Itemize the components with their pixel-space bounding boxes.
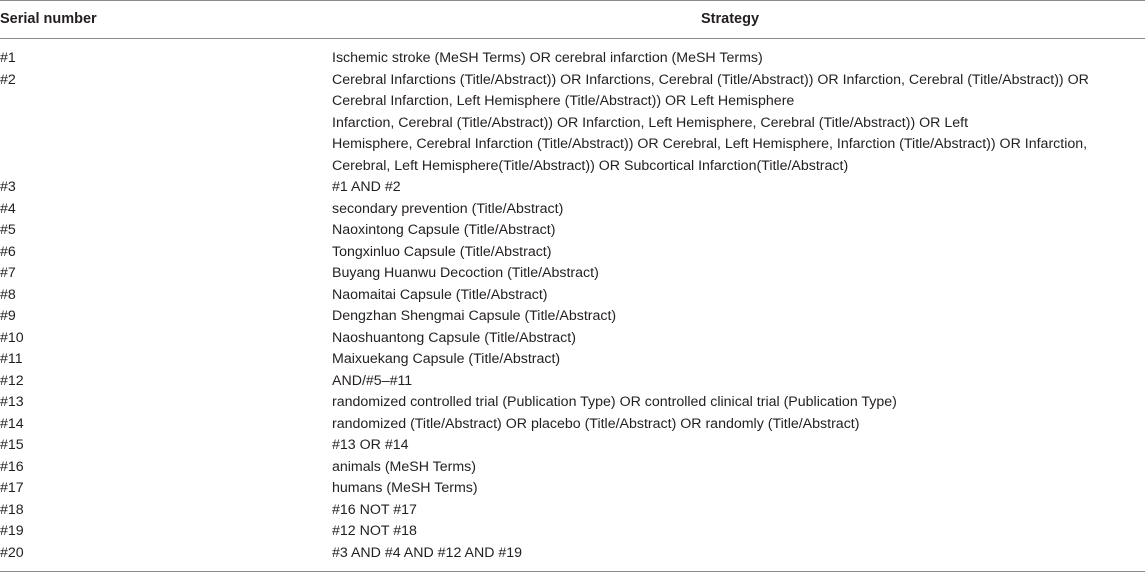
table-row — [0, 521, 1145, 543]
strategy-line: Naoshuantong Capsule (Title/Abstract) — [332, 329, 576, 346]
strategy-line: #1 AND #2 — [332, 179, 401, 195]
table-row — [0, 199, 1145, 221]
serial-number-cell: #3 — [0, 179, 16, 195]
strategy-cell — [332, 414, 1145, 436]
table-row — [0, 500, 1145, 522]
strategy-line: #3 AND #4 AND #12 AND #19 — [332, 544, 523, 561]
serial-number-cell: #2 — [0, 71, 16, 88]
strategy-cell — [332, 70, 1145, 178]
strategy-cell — [332, 543, 1145, 565]
strategy-line: #12 NOT #18 — [332, 523, 417, 539]
strategy-cell — [332, 392, 1145, 414]
serial-number-cell: #10 — [0, 329, 24, 346]
strategy-line: randomized controlled trial (Publication Type) OR controlled clinical trial (Publication Type) — [332, 394, 897, 410]
table-row — [0, 414, 1145, 436]
column-header-strategy: Strategy — [701, 11, 760, 27]
strategy-cell — [332, 328, 1145, 350]
strategy-line: Ischemic stroke (MeSH Terms) OR cerebral infarction (MeSH Terms) — [332, 50, 763, 66]
strategy-line: Dengzhan Shengmai Capsule (Title/Abstract) — [332, 308, 617, 324]
strategy-cell — [332, 457, 1145, 479]
serial-number-cell: #19 — [0, 523, 24, 539]
strategy-cell — [332, 242, 1145, 264]
table-body — [0, 48, 1145, 564]
serial-number-cell: #14 — [0, 415, 24, 432]
strategy-line: secondary prevention (Title/Abstract) — [332, 200, 564, 217]
strategy-cell — [332, 306, 1145, 328]
table-row — [0, 457, 1145, 479]
table-row — [0, 328, 1145, 350]
strategy-line: Tongxinluo Capsule (Title/Abstract) — [332, 243, 552, 260]
serial-number-cell: #15 — [0, 437, 24, 453]
table-header — [0, 0, 1145, 38]
table-row — [0, 177, 1145, 199]
strategy-line: #16 NOT #17 — [332, 501, 417, 518]
serial-number-cell: #13 — [0, 394, 24, 410]
strategy-line: Buyang Huanwu Decoction (Title/Abstract) — [332, 265, 599, 281]
serial-number-cell: #9 — [0, 308, 16, 324]
serial-number-cell: #11 — [0, 351, 23, 367]
strategy-cell — [332, 349, 1145, 371]
table-row — [0, 349, 1145, 371]
strategy-line: Maixuekang Capsule (Title/Abstract) — [332, 351, 561, 367]
serial-number-cell: #8 — [0, 286, 16, 303]
serial-number-cell: #6 — [0, 243, 16, 260]
strategy-line: randomized (Title/Abstract) OR placebo (Title/Abstract) OR randomly (Title/Abstract) — [332, 415, 860, 432]
strategy-line: Cerebral Infarctions (Title/Abstract)) OR Infarctions, Cerebral (Title/Abstract)) OR Infarction, Cerebral (Title/Abstract)) OR — [332, 71, 1089, 88]
strategy-cell — [332, 371, 1145, 393]
serial-number-cell: #17 — [0, 480, 24, 496]
table-row — [0, 263, 1145, 285]
serial-number-cell: #18 — [0, 501, 24, 518]
strategy-line: AND/#5–#11 — [332, 372, 413, 389]
strategy-line: Cerebral Infarction, Left Hemisphere (Title/Abstract)) OR Left Hemisphere — [332, 93, 795, 109]
table-row — [0, 285, 1145, 307]
strategy-cell — [332, 500, 1145, 522]
table-bottom-rule — [0, 571, 1145, 572]
table-row — [0, 48, 1145, 70]
table-row — [0, 392, 1145, 414]
serial-number-cell: #12 — [0, 372, 24, 389]
serial-number-cell: #20 — [0, 544, 24, 561]
strategy-line: animals (MeSH Terms) — [332, 458, 477, 475]
strategy-cell — [332, 478, 1145, 500]
column-header-serial-number: Serial number — [0, 11, 97, 27]
strategy-cell — [332, 220, 1145, 242]
table-header-rule — [0, 38, 1145, 39]
serial-number-cell: #7 — [0, 265, 16, 281]
strategy-cell — [332, 48, 1145, 70]
strategy-cell — [332, 177, 1145, 199]
strategy-line: Infarction, Cerebral (Title/Abstract)) OR Infarction, Left Hemisphere, Cerebral (Title/Abstract)) OR Left — [332, 114, 969, 131]
strategy-cell — [332, 199, 1145, 221]
serial-number-cell: #4 — [0, 200, 16, 217]
table-row — [0, 220, 1145, 242]
table-row — [0, 371, 1145, 393]
serial-number-cell: #16 — [0, 458, 24, 475]
strategy-line: #13 OR #14 — [332, 437, 409, 453]
strategy-cell — [332, 285, 1145, 307]
table-row — [0, 242, 1145, 264]
strategy-line: Naoxintong Capsule (Title/Abstract) — [332, 222, 556, 238]
strategy-line: Naomaitai Capsule (Title/Abstract) — [332, 286, 548, 303]
strategy-cell — [332, 521, 1145, 543]
table-row — [0, 70, 1145, 178]
strategy-cell — [332, 263, 1145, 285]
strategy-line: humans (MeSH Terms) — [332, 480, 478, 496]
strategy-line: Hemisphere, Cerebral Infarction (Title/Abstract)) OR Cerebral, Left Hemisphere, Infarction (Title/Abstract)) OR Infarction, — [332, 136, 1088, 152]
serial-number-cell: #5 — [0, 222, 16, 238]
strategy-cell — [332, 435, 1145, 457]
table-row — [0, 478, 1145, 500]
table-row — [0, 543, 1145, 565]
strategy-line: Cerebral, Left Hemisphere(Title/Abstract)) OR Subcortical Infarction(Title/Abstract) — [332, 157, 849, 174]
table-row — [0, 435, 1145, 457]
table-row — [0, 306, 1145, 328]
serial-number-cell: #1 — [0, 50, 16, 66]
